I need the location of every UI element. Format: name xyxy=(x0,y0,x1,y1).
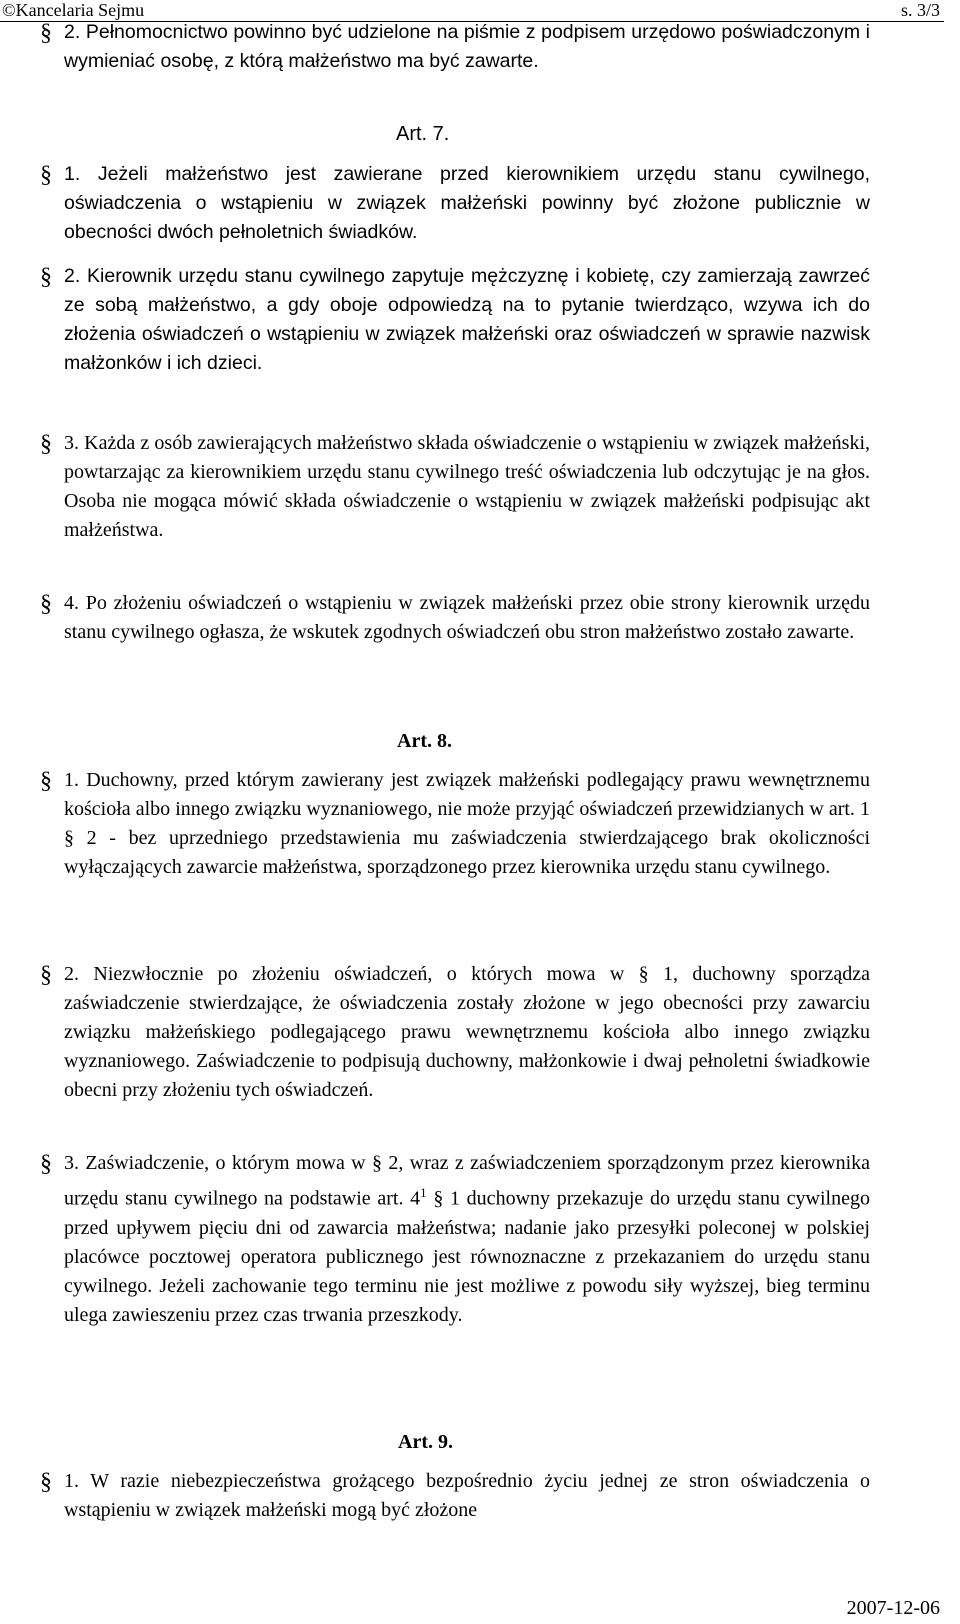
paragraph-number: 4. xyxy=(64,592,79,614)
section-symbol: § xyxy=(40,591,52,617)
paragraph-text-continued: 2, wraz z zaświadczeniem sporządzonym przez kierownika urzędu stanu cywilnego na podstawie art. 4 xyxy=(64,1152,871,1210)
footer-date: 2007-12-06 xyxy=(846,1597,940,1619)
paragraph-7-4 xyxy=(64,589,870,647)
paragraph-7-1 xyxy=(64,160,870,247)
paragraph-number: 3. xyxy=(64,432,79,454)
section-symbol: § xyxy=(433,1187,444,1210)
paragraph-text: Pełnomocnictwo powinno być udzielone na piśmie z podpisem urzędowo poświadczonym i wymieniać osobę, z którą małżeństwo ma być zawarte. xyxy=(64,21,870,72)
paragraph-text: Każda z osób zawierających małżeństwo składa oświadczenie o wstąpieniu w związek małżeński, powtarzając za kierownikiem urzędu stanu cywilnego treść oświadczenia lub odczytując je na głos. Osoba nie mogąca mówić składa oświadczenie o wstąpieniu w związek małżeński podpisując akt małżeństwa. xyxy=(64,432,870,541)
section-symbol: § xyxy=(371,1152,382,1174)
paragraph-number: 1. xyxy=(64,1470,79,1492)
superscript: 1 xyxy=(420,1185,427,1200)
header-page-number: s. 3/3 xyxy=(900,0,940,20)
paragraph-text: Zaświadczenie, o którym mowa w xyxy=(85,1152,366,1174)
section-symbol: § xyxy=(40,20,52,46)
paragraph-text-end: 1 duchowny przekazuje do urzędu stanu cywilnego przed upływem pięciu dni od zawarcia małżeństwa; nadanie jako przesyłki poleconej w polskiej placówce pocztowej operatora publicznego jest równoznaczne z przekazaniem do urzędu stanu cywilnego. Jeżeli zachowanie tego terminu nie jest możliwe z powodu siły wyższej, bieg terminu ulega zawieszeniu przez czas trwania przeszkody. xyxy=(64,1187,870,1326)
section-symbol: § xyxy=(638,963,649,985)
paragraph-8-1 xyxy=(64,766,870,882)
paragraph-text: W razie niebezpieczeństwa grożącego bezpośrednio życiu jednej ze stron oświadczenia o wstąpieniu w związek małżeński mogą być złożone xyxy=(64,1470,871,1521)
paragraph-6-2 xyxy=(64,18,870,76)
paragraph-number: 2. xyxy=(64,963,79,985)
article-8-heading: Art. 8. xyxy=(397,730,452,752)
paragraph-text: Jeżeli małżeństwo jest zawierane przed kierownikiem urzędu stanu cywilnego, oświadczenia o wstąpieniu w związek małżeński powinny być złożone publicznie w obecności dwóch pełnoletnich świadków. xyxy=(64,163,870,243)
paragraph-9-1 xyxy=(64,1467,870,1525)
paragraph-number: 2. xyxy=(64,21,81,43)
article-7-heading: Art. 7. xyxy=(396,123,450,145)
section-symbol: § xyxy=(40,962,52,988)
paragraph-text-continued: 2 - bez uprzedniego przedstawienia mu zaświadczenia stwierdzającego brak okoliczności wyłączających zawarcie małżeństwa, sporządzonego przez kierownika urzędu stanu cywilnego. xyxy=(64,827,870,878)
section-symbol: § xyxy=(40,264,52,290)
section-symbol: § xyxy=(40,1151,52,1177)
paragraph-8-3 xyxy=(64,1149,870,1330)
paragraph-number: 1. xyxy=(64,163,81,185)
paragraph-text-continued: 1, duchowny sporządza zaświadczenie stwierdzające, że oświadczenia zostały złożone w jego obecności przy zawarciu związku małżeńskiego podlegającego prawu wewnętrznemu kościoła albo innego związku wyznaniowego. Zaświadczenie to podpisują duchowny, małżonkowie i dwaj pełnoletni świadkowie obecni przy złożeniu tych oświadczeń. xyxy=(64,963,871,1101)
section-symbol: § xyxy=(64,827,74,849)
section-symbol: § xyxy=(40,1469,52,1495)
paragraph-number: 1. xyxy=(64,769,79,791)
article-9-heading: Art. 9. xyxy=(398,1431,453,1453)
paragraph-text: Kierownik urzędu stanu cywilnego zapytuje mężczyznę i kobietę, czy zamierzają zawrzeć ze sobą małżeństwo, a gdy oboje odpowiedzą na to pytanie twierdząco, wzywa ich do złożenia oświadczeń o wstąpieniu w związek małżeński oraz oświadczeń w sprawie nazwisk małżonków i ich dzieci. xyxy=(64,265,870,374)
paragraph-7-3 xyxy=(64,429,870,545)
section-symbol: § xyxy=(40,431,52,457)
paragraph-text: Duchowny, przed którym zawierany jest związek małżeński podlegający prawu wewnętrznemu kościoła albo innego związku wyznaniowego, nie może przyjąć oświadczeń przewidzianych w art. 1 xyxy=(64,769,870,820)
section-symbol: § xyxy=(40,162,52,188)
paragraph-8-2 xyxy=(64,960,870,1105)
paragraph-text: Po złożeniu oświadczeń o wstąpieniu w związek małżeński przez obie strony kierownik urzędu stanu cywilnego ogłasza, że wskutek zgodnych oświadczeń obu stron małżeństwo zostało zawarte. xyxy=(64,592,871,643)
header-publisher: ©Kancelaria Sejmu xyxy=(2,0,145,20)
paragraph-number: 3. xyxy=(64,1152,79,1174)
paragraph-number: 2. xyxy=(64,265,81,287)
section-symbol: § xyxy=(40,768,52,794)
paragraph-text: Niezwłocznie po złożeniu oświadczeń, o których mowa w xyxy=(93,963,625,985)
paragraph-7-2 xyxy=(64,262,870,378)
